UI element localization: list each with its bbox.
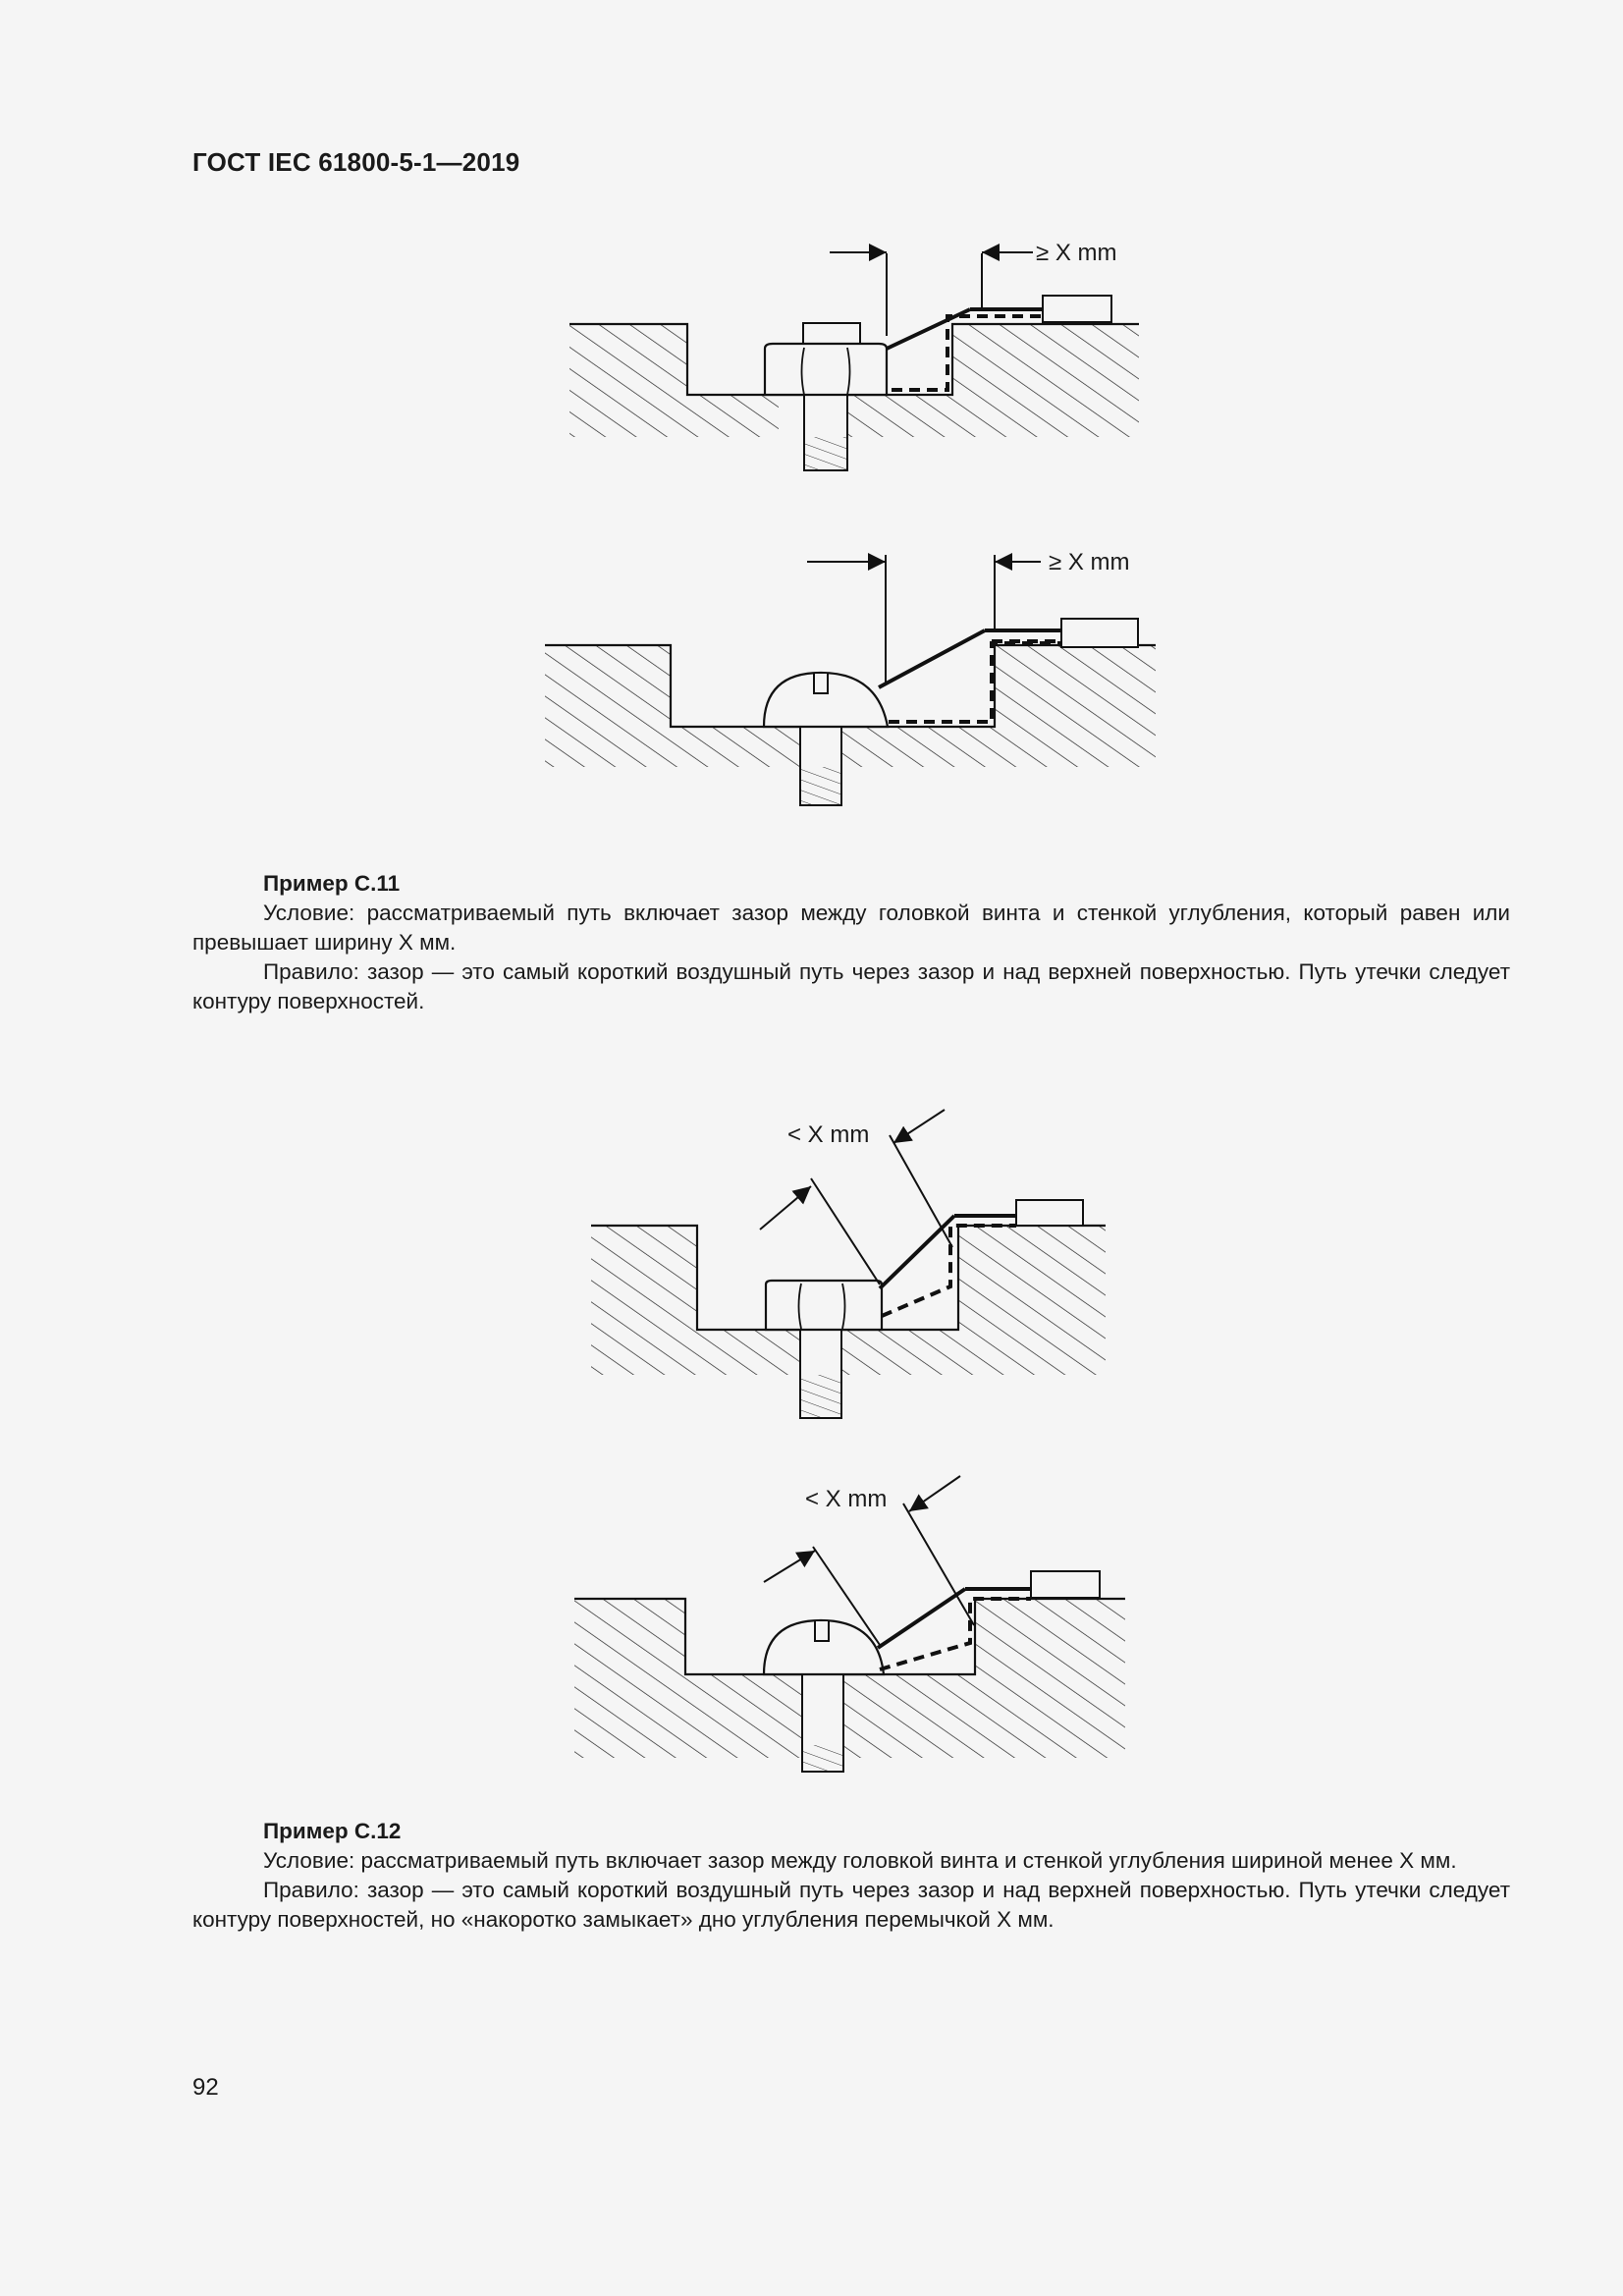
- gap-lt-label: < X mm: [787, 1121, 870, 1148]
- example-c11-rule: Правило: зазор — это самый короткий воздушный путь через зазор и над верхней поверхностью. Путь утечки следует контуру поверхностей.: [192, 959, 1510, 1013]
- figure-c12-round-screw: [569, 1468, 1139, 1792]
- example-c12-block: [192, 1817, 1510, 1935]
- example-c12-condition: Условие: рассматриваемый путь включает зазор между головкой винта и стенкой углубления шириной менее X мм.: [263, 1848, 1457, 1873]
- gap-ge-label: ≥ X mm: [1036, 240, 1117, 266]
- figure-c12-hex-bolt: [579, 1100, 1129, 1424]
- example-c11-block: [192, 869, 1510, 1016]
- page-number: 92: [192, 2074, 219, 2101]
- gap-ge-label: ≥ X mm: [1049, 549, 1130, 575]
- document-header: ГОСТ IEC 61800-5-1—2019: [192, 147, 520, 177]
- example-c12-rule: Правило: зазор — это самый короткий воздушный путь через зазор и над верхней поверхностью. Путь утечки следует контуру поверхностей, но «накоротко замыкает» дно углубления перемычкой X мм.: [192, 1878, 1510, 1932]
- gap-lt-label: < X mm: [805, 1486, 888, 1512]
- example-c11-condition: Условие: рассматриваемый путь включает зазор между головкой винта и стенкой углубления, который равен или превышает ширину X мм.: [192, 901, 1510, 955]
- example-c12-title: Пример С.12: [263, 1819, 402, 1843]
- example-c11-title: Пример С.11: [263, 871, 401, 896]
- figure-c11-round-screw: [530, 535, 1168, 830]
- figure-c11-hex-bolt: [550, 226, 1159, 501]
